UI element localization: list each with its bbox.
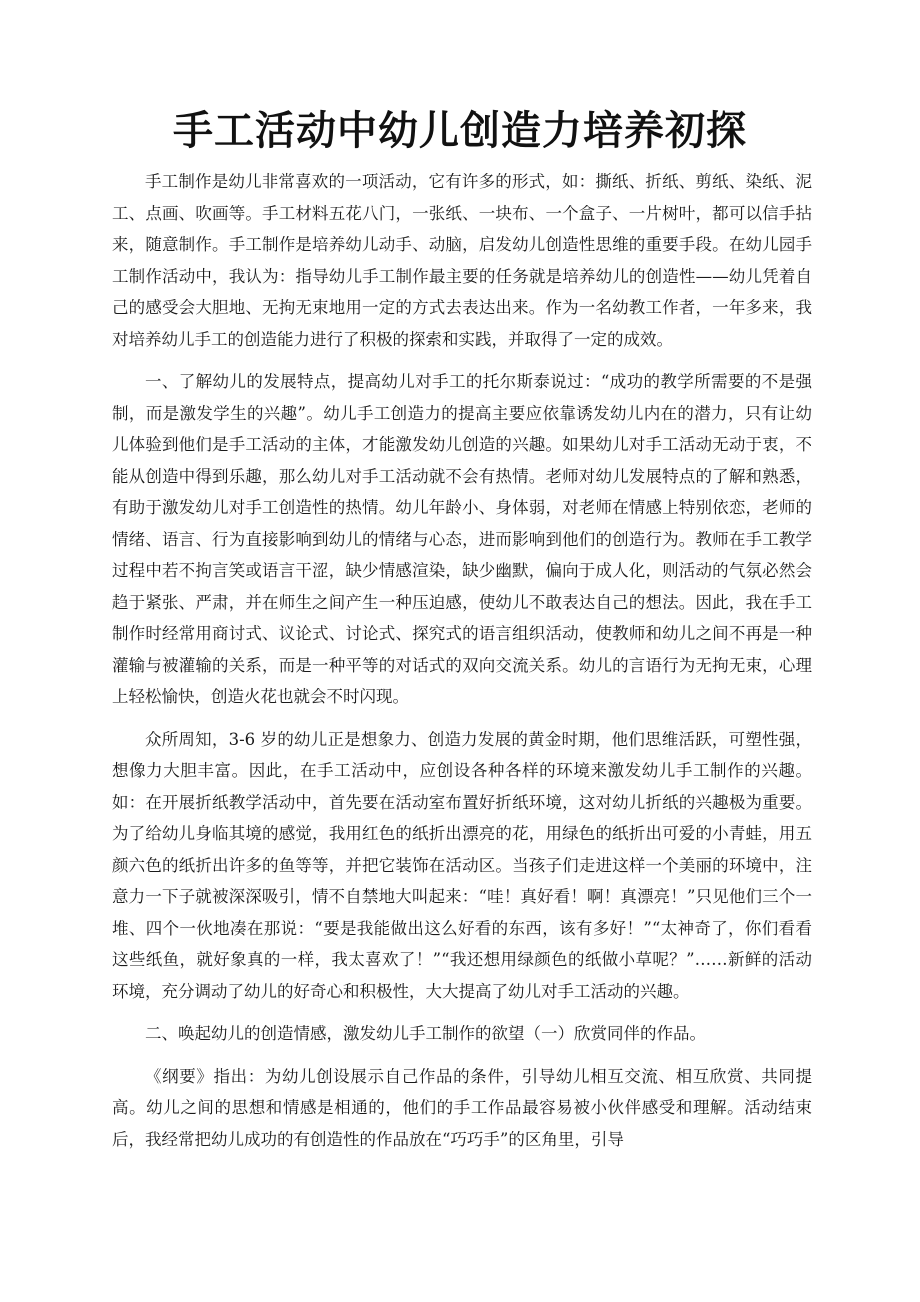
paragraph-outline: 《纲要》指出：为幼儿创设展示自己作品的条件，引导幼儿相互交流、相互欣赏、共同提高。幼儿之间的思想和情感是相通的，他们的手工作品最容易被小伙伴感受和理解。活动结束后，我经常把幼儿成功的有创造性的作品放在“巧巧手”的区角里，引导 xyxy=(112,1066,812,1149)
paragraph-intro: 手工制作是幼儿非常喜欢的一项活动，它有许多的形式，如：撕纸、折纸、剪纸、染纸、泥工、点画、吹画等。手工材料五花八门，一张纸、一块布、一个盒子、一片树叶，都可以信手拈来，随意制作。手工制作是培养幼儿动手、动脑，启发幼儿创造性思维的重要手段。在幼儿园手工制作活动中，我认为：指导幼儿手工制作最主要的任务就是培养幼儿的创造性——幼儿凭着自己的感受会大胆地、无拘无束地用一定的方式去表达出来。作为一名幼教工作者，一年多来，我对培养幼儿手工的创造能力进行了积极的探索和实践，并取得了一定的成效。 xyxy=(112,172,812,349)
paragraph-section-two-heading: 二、唤起幼儿的创造情感，激发幼儿手工制作的欲望（一）欣赏同伴的作品。 xyxy=(145,1024,706,1043)
paragraph-section-one: 一、了解幼儿的发展特点，提高幼儿对手工的托尔斯泰说过：“成功的教学所需要的不是强制，而是激发学生的兴趣”。幼儿手工创造力的提高主要应依靠诱发幼儿内在的潜力，只有让幼儿体验到他们是手工活动的主体，才能激发幼儿创造的兴趣。如果幼儿对手工活动无动于衷，不能从创造中得到乐趣，那么幼儿对手工活动就不会有热情。老师对幼儿发展特点的了解和熟悉，有助于激发幼儿对手工创造性的热情。幼儿年龄小、身体弱，对老师在情感上特别依恋，老师的情绪、语言、行为直接影响到幼儿的情绪与心态，进而影响到他们的创造行为。教师在手工教学过程中若不拘言笑或语言干涩，缺少情感渲染，缺少幽默，偏向于成人化，则活动的气氛必然会趋于紧张、严肃，并在师生之间产生一种压迫感，使幼儿不敢表达自己的想法。因此，我在手工制作时经常用商讨式、议论式、讨论式、探究式的语言组织活动，使教师和幼儿之间不再是一种灌输与被灌输的关系，而是一种平等的对话式的双向交流关系。幼儿的言语行为无拘无束，心理上轻松愉快，创造火花也就会不时闪现。 xyxy=(112,372,812,706)
document-title: 手工活动中幼儿创造力培养初探 xyxy=(173,107,747,154)
document-body xyxy=(112,166,812,1166)
paragraph-environment: 众所周知，3-6 岁的幼儿正是想象力、创造力发展的黄金时期，他们思维活跃，可塑性强，想像力大胆丰富。因此，在手工活动中，应创设各种各样的环境来激发幼儿手工制作的兴趣。如：在开展折纸教学活动中，首先要在活动室布置好折纸环境，这对幼儿折纸的兴趣极为重要。为了给幼儿身临其境的感觉，我用红色的纸折出漂亮的花，用绿色的纸折出可爱的小青蛙，用五颜六色的纸折出许多的鱼等等，并把它装饰在活动区。当孩子们走进这样一个美丽的环境中，注意力一下子就被深深吸引，情不自禁地大叫起来：“哇！真好看！啊！真漂亮！”只见他们三个一堆、四个一伙地凑在那说：“要是我能做出这么好看的东西，该有多好！”“太神奇了，你们看看这些纸鱼，就好象真的一样，我太喜欢了！”“我还想用绿颜色的纸做小草呢？”……新鲜的活动环境，充分调动了幼儿的好奇心和积极性，大大提高了幼儿对手工活动的兴趣。 xyxy=(112,729,812,1001)
